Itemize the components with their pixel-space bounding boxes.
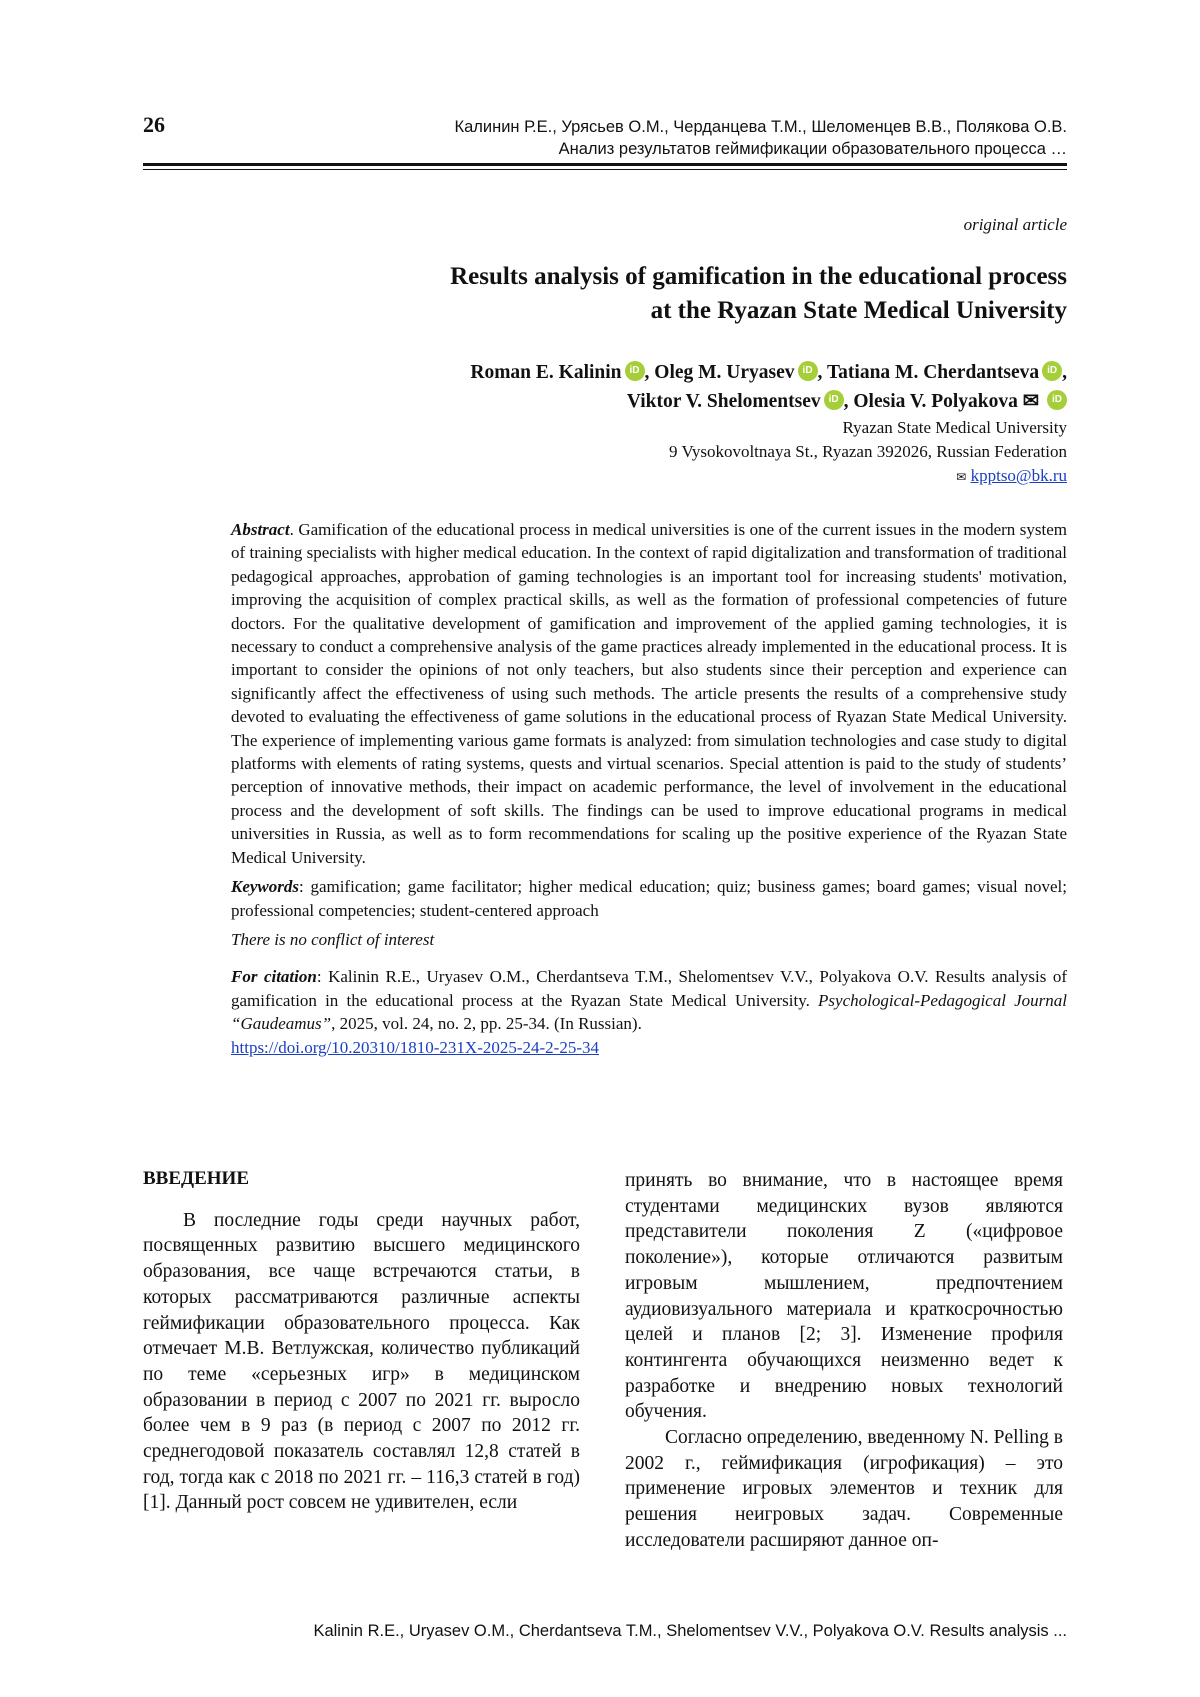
- body-paragraph: Согласно определению, введенному N. Pelling в 2002 г., геймификация (игрофикация) – это применение игровых элементов и техник для решения неигровых задач. Современные исследователи расширяют данное оп-: [625, 1427, 1064, 1551]
- article-title: [450, 260, 1067, 328]
- body-paragraph: В последние годы среди научных работ, посвященных развитию высшего медицинского образования, все чаще встречаются статьи, в которых рассматриваются различные аспекты геймификации образовательного процесса. Как отмечает М.В. Ветлужская, количество публикаций по теме «серьезных игр» в медицинском образовании в период с 2007 по 2021 гг. выросло более чем в 9 раз (в период с 2007 по 2012 гг. среднегодовой показатель составлял 12,8 статей в год, тогда как с 2018 по 2021 гг. – 116,3 статей в год) [1]. Данный рост совсем не удивителен, если: [143, 1209, 580, 1514]
- citation-label: For citation: [231, 967, 317, 987]
- header-rule: [143, 163, 1067, 166]
- citation-text: Kalinin R.E., Uryasev O.M., Cherdantseva T.M., Shelomentsev V.V., Polyakova O.V. Results analysis of gamification in the educational process at the Ryazan State Medical University.: [231, 967, 1067, 1010]
- body-column-left: [143, 1166, 580, 1516]
- author-name: Viktor V. Shelomentsev: [626, 391, 821, 412]
- abstract-text: Gamification of the educational process in medical universities is one of the current issues in the modern system of training specialists with higher medical education. In the context of rapid digitalization and transformation of traditional pedagogical approaches, approbation of gaming technologies is an important tool for increasing students' motivation, improving the acquisition of complex practical skills, as well as the formation of professional competencies of future doctors. For the qualitative development of gamification and improvement of the applied gaming technologies, it is necessary to conduct a comprehensive analysis of the game practices already implemented in the educational process. It is important to consider the opinions of not only teachers, but also students since their perception and experience can significantly affect the effectiveness of using such methods. The article presents the results of a comprehensive study devoted to evaluating the effectiveness of game solutions in the educational process of Ryazan State Medical University. The experience of implementing various game formats is analyzed: from simulation technologies and case study to digital platforms with elements of rating systems, quests and virtual scenarios. Special attention is paid to the study of students’ perception of innovative methods, their impact on academic performance, the level of involvement in the educational process and the development of soft skills. The findings can be used to improve educational programs in medical universities in Russia, as well as to form recommendations for scaling up the positive experience of the Ryazan State Medical University.: [231, 520, 1068, 867]
- orcid-icon[interactable]: iD: [824, 390, 844, 410]
- orcid-icon[interactable]: iD: [625, 361, 645, 381]
- orcid-icon[interactable]: iD: [1042, 361, 1062, 381]
- separator: ,: [1062, 362, 1067, 383]
- keywords-paragraph: Keywords: gamification; game facilitator; higher medical education; quiz; business games; board games; visual novel; professional competencies; student-centered approach: [231, 877, 1067, 920]
- keywords-text: gamification; game facilitator; higher medical education; quiz; business games; board games; visual novel; professional competencies; student-centered approach: [231, 877, 1067, 920]
- abstract-paragraph: Abstract. Gamification of the educational process in medical universities is one of the current issues in the modern system of training specialists with higher medical education. In the context of rapid digitalization and transformation of traditional pedagogical approaches, approbation of gaming technologies is an important tool for increasing students' motivation, improving the acquisition of complex practical skills, as well as the formation of professional competencies of future doctors. For the qualitative development of gamification and improvement of the applied gaming technologies, it is necessary to conduct a comprehensive analysis of the game practices already implemented in the educational process. It is important to consider the opinions of not only teachers, but also students since their perception and experience can significantly affect the effectiveness of using such methods. The article presents the results of a comprehensive study devoted to evaluating the effectiveness of game solutions in the educational process of Ryazan State Medical University. The experience of implementing various game formats is analyzed: from simulation technologies and case study to digital platforms with elements of rating systems, quests and virtual scenarios. Special attention is paid to the study of students’ perception of innovative methods, their impact on academic performance, the level of involvement in the educational process and the development of soft skills. The findings can be used to improve educational programs in medical universities in Russia, as well as to form recommendations for scaling up the positive experience of the Ryazan State Medical University.: [231, 520, 1068, 867]
- running-head-title: Анализ результатов геймификации образовательного процесса …: [558, 140, 1067, 158]
- abstract-label: Abstract: [231, 520, 290, 539]
- article-type: original article: [963, 215, 1067, 234]
- author-line-1: [470, 358, 1067, 387]
- email-line: [669, 464, 1067, 489]
- email-link[interactable]: kpptso@bk.ru: [970, 466, 1067, 485]
- separator: ,: [843, 391, 849, 412]
- author-name: Roman E. Kalinin: [470, 362, 622, 383]
- body-column-right: [625, 1168, 1063, 1554]
- citation-paragraph: For citation: Kalinin R.E., Uryasev O.M., Cherdantseva T.M., Shelomentsev V.V., Polyakova O.V. Results analysis of gamification in the educational process at the Ryazan State Medical University. Psychological-Pedagogical Journal “Gaudeamus”, 2025, vol. 24, no. 2, pp. 25-34. (In Russian). https://doi.org/10.20310/1810-231X-2025-24-2-25-34: [231, 967, 1067, 1057]
- envelope-icon: ✉: [956, 470, 967, 484]
- section-heading: ВВЕДЕНИЕ: [143, 1168, 249, 1189]
- keywords-label: Keywords: [231, 877, 299, 897]
- orcid-icon[interactable]: iD: [1047, 390, 1067, 410]
- article-title-line1: Results analysis of gamification in the educational process: [450, 263, 1067, 290]
- author-name: Olesia V. Polyakova: [853, 391, 1018, 412]
- author-list: [470, 358, 1067, 416]
- conflict-statement: There is no conflict of interest: [231, 929, 435, 949]
- abstract-block: [231, 518, 1067, 1059]
- affiliation: [669, 416, 1067, 489]
- address: 9 Vysokovoltnaya St., Ryazan 392026, Russian Federation: [669, 442, 1067, 461]
- orcid-icon[interactable]: iD: [798, 361, 818, 381]
- running-head: [454, 116, 1067, 160]
- page-number: 26: [143, 112, 165, 137]
- envelope-icon: ✉: [1022, 391, 1040, 412]
- body-paragraph: принять во внимание, что в настоящее время студентами медицинских вузов являются представители поколения Z («цифровое поколение»), которые отличаются развитым игровым мышлением, предпочтением аудиовизуального материала и краткосрочностью целей и планов [2; 3]. Изменение профиля контингента обучающихся неизменно ведет к разработке и внедрению новых технологий обучения.: [625, 1170, 1063, 1423]
- citation-tail: , 2025, vol. 24, no. 2, pp. 25-34. (In Russian).: [331, 1014, 642, 1034]
- article-title-line2: at the Ryazan State Medical University: [650, 297, 1067, 324]
- header-rule-thin: [143, 169, 1067, 170]
- doi-link[interactable]: https://doi.org/10.20310/1810-231X-2025-24-2-25-34: [231, 1037, 599, 1057]
- running-head-authors: Калинин Р.Е., Урясьев О.М., Черданцева Т.М., Шеломенцев В.В., Полякова О.В.: [454, 118, 1067, 136]
- citation-journal: Psychological-Pedagogical Journal “Gaudeamus”: [231, 990, 1067, 1034]
- institution: Ryazan State Medical University: [842, 418, 1067, 437]
- separator: ,: [644, 362, 650, 383]
- author-line-2: [470, 387, 1067, 416]
- author-name: Oleg M. Uryasev: [654, 362, 795, 383]
- page-footer: Kalinin R.E., Uryasev O.M., Cherdantseva T.M., Shelomentsev V.V., Polyakova O.V. Results analysis ...: [313, 1622, 1067, 1640]
- separator: ,: [817, 362, 823, 383]
- author-name: Tatiana M. Cherdantseva: [826, 362, 1040, 383]
